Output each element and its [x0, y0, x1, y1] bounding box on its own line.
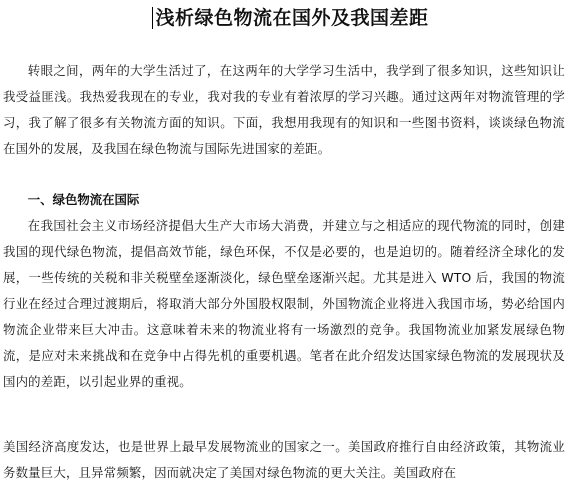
section-heading[interactable]: 一、绿色物流在国际	[27, 192, 140, 207]
text-cursor	[152, 7, 153, 29]
title-row	[0, 2, 581, 34]
document-title[interactable]: 浅析绿色物流在国外及我国差距	[155, 7, 429, 29]
usa-paragraph[interactable]: 美国经济高度发达，也是世界上最早发展物流业的国家之一。美国政府推行自由经济政策，其物流业务数量巨大，且异常频繁，因而就决定了美国对绿色物流的更大关注。美国政府在	[3, 439, 565, 480]
intro-paragraph[interactable]: 转眼之间，两年的大学生活过了，在这两年的大学学习生活中，我学到了很多知识，这些知识让我受益匪浅。我热爱我现在的专业，我对我的专业有着浓厚的学习兴趣。通过这两年对物流管理的学习，我了解了很多有关物流方面的知识。下面，我想用我现有的知识和一些图书资料，谈谈绿色物流在国外的发展，及我国在绿色物流与国际先进国家的差距。	[3, 63, 565, 156]
section-paragraph[interactable]: 在我国社会主义市场经济提倡大生产大市场大消费，并建立与之相适应的现代物流的同时，创建我国的现代绿色物流，提倡高效节能，绿色环保，不仅是必要的，也是迫切的。随着经济全球化的发展，一些传统的关税和非关税壁垒逐渐淡化，绿色壁垒逐渐兴起。尤其是进入 WTO 后，我国的物流行业在经过合理过渡期后，将取消大部分外国股权限制，外国物流企业将进入我国市场，势必给国内物流企业带来巨大冲击。这意味着未来的物流业将有一场激烈的竞争。我国物流业加紧发展绿色物流，是应对未来挑战和在竞争中占得先机的重要机遇。笔者在此介绍发达国家绿色物流的发展现状及国内的差距，以引起业界的重视。	[3, 218, 565, 389]
